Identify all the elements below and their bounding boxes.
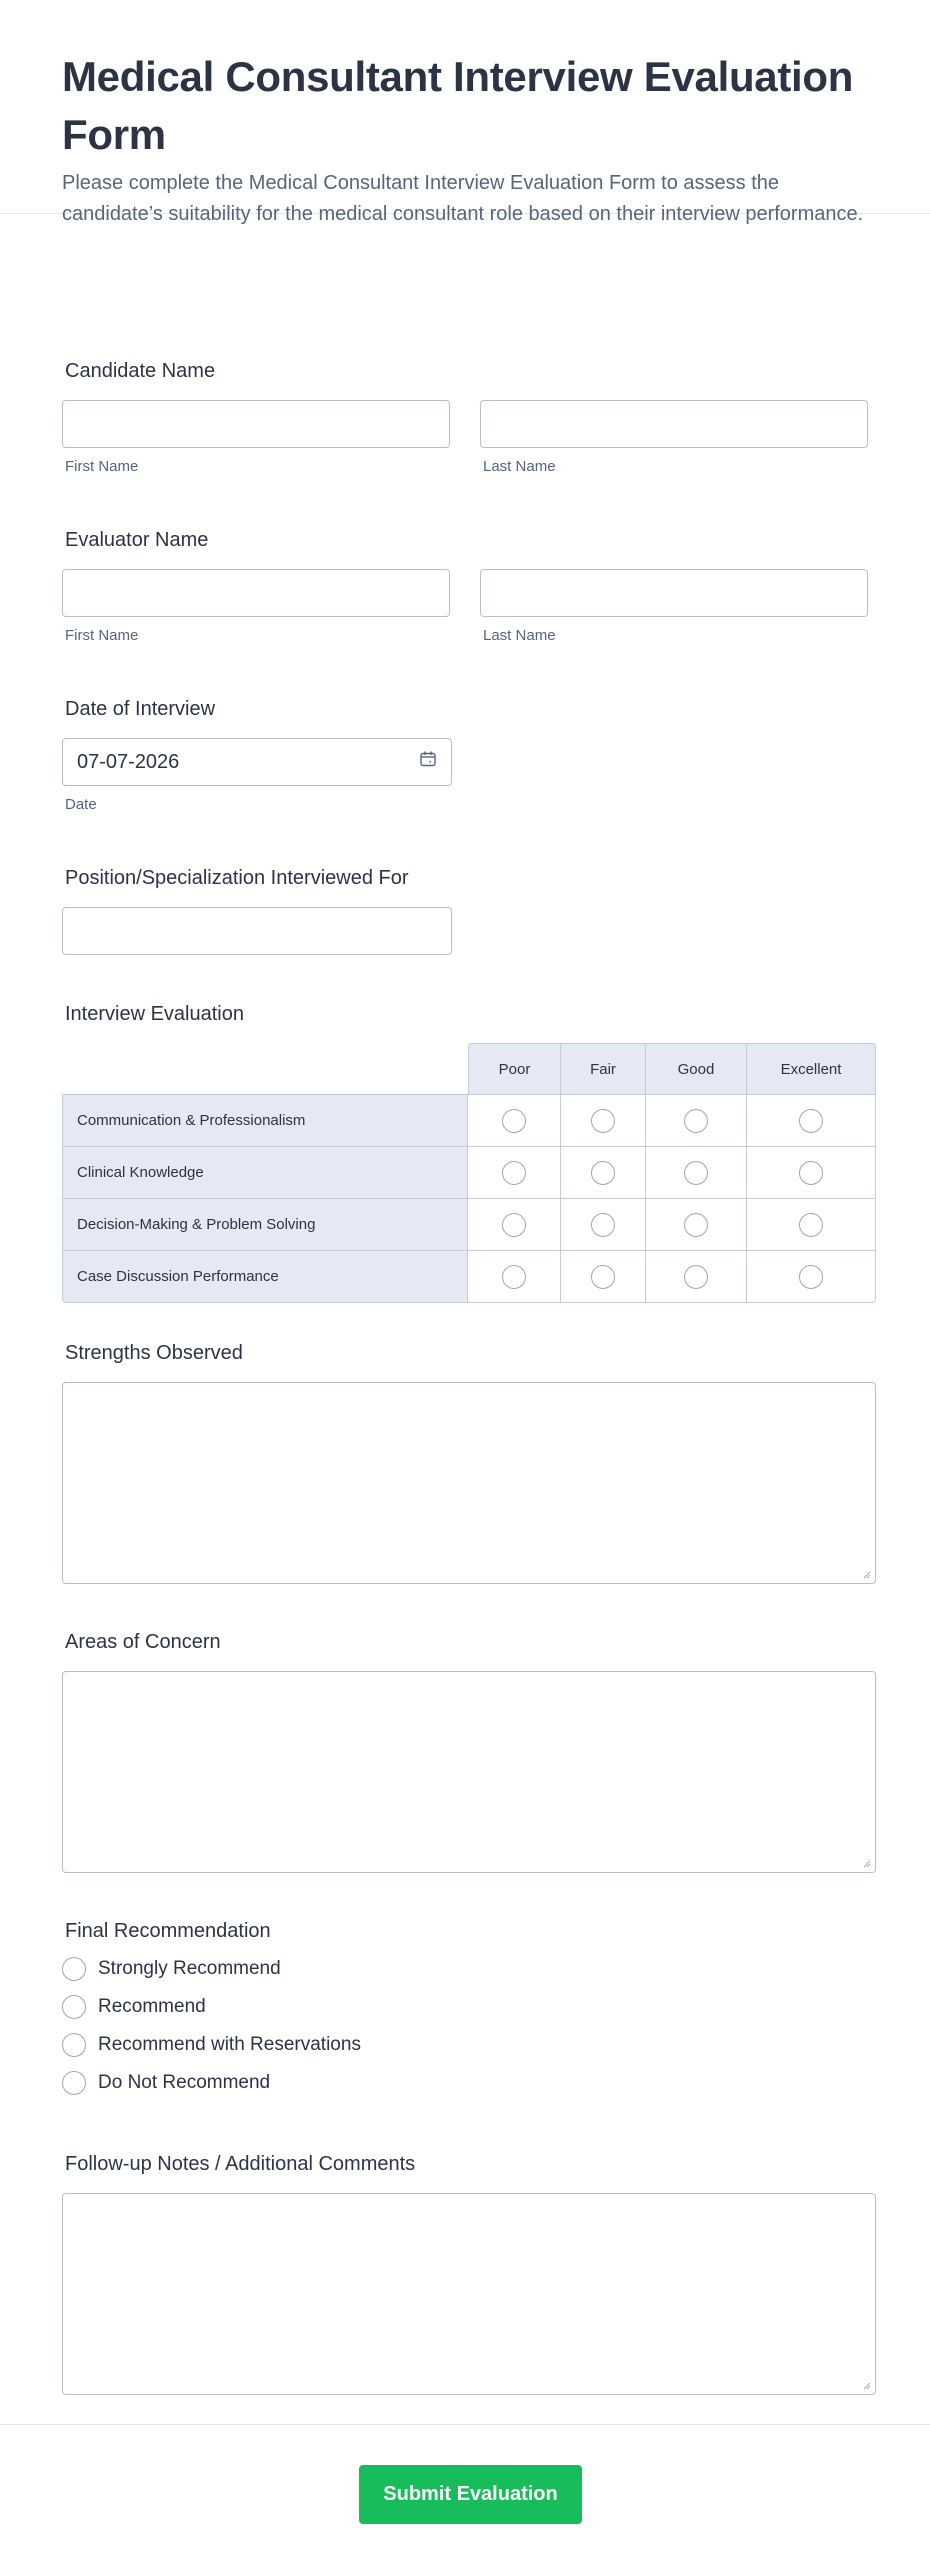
candidate-first-name-input[interactable]: [62, 400, 450, 448]
rating-radio[interactable]: [684, 1213, 708, 1237]
resize-handle-icon[interactable]: [863, 2382, 871, 2390]
rating-radio[interactable]: [591, 1161, 615, 1185]
form-title: Medical Consultant Interview Evaluation Form: [62, 53, 854, 158]
rating-radio[interactable]: [591, 1213, 615, 1237]
column-header: Good: [646, 1043, 747, 1095]
form-footer: [0, 2424, 930, 2573]
strengths-textarea[interactable]: [62, 1382, 876, 1584]
option-radio[interactable]: [62, 1995, 86, 2019]
resize-handle-icon[interactable]: [863, 1571, 871, 1579]
rating-radio[interactable]: [684, 1161, 708, 1185]
matrix-row: [62, 1251, 876, 1303]
concerns-label: Areas of Concern: [65, 1631, 221, 1653]
date-of-interview-label: Date of Interview: [65, 698, 216, 720]
column-header: Fair: [561, 1043, 646, 1095]
matrix-corner: [62, 1043, 468, 1095]
date-input[interactable]: [62, 738, 452, 786]
row-label: Case Discussion Performance: [62, 1251, 468, 1303]
strengths-field: [62, 1340, 868, 1584]
rating-radio[interactable]: [591, 1265, 615, 1289]
concerns-textarea[interactable]: [62, 1671, 876, 1873]
option-label: Strongly Recommend: [98, 1958, 281, 1979]
position-label: Position/Specialization Interviewed For: [65, 867, 409, 889]
last-name-sublabel: Last Name: [483, 458, 556, 475]
rating-radio[interactable]: [502, 1213, 526, 1237]
resize-handle-icon[interactable]: [863, 1860, 871, 1868]
strengths-label: Strengths Observed: [65, 1342, 243, 1364]
rating-radio[interactable]: [799, 1265, 823, 1289]
form-header: [0, 0, 930, 225]
date-sublabel: Date: [65, 796, 97, 813]
position-field: [62, 865, 868, 955]
date-of-interview-field: [62, 696, 868, 813]
position-input[interactable]: [62, 907, 452, 955]
column-header: Excellent: [747, 1043, 876, 1095]
rating-radio[interactable]: [684, 1265, 708, 1289]
rating-radio[interactable]: [684, 1109, 708, 1133]
last-name-sublabel: Last Name: [483, 627, 556, 644]
recommendation-option[interactable]: [62, 1950, 868, 1988]
form-description: Please complete the Medical Consultant Interview Evaluation Form to assess the candidate’s suitability for the medical consultant role based on their interview performance.: [62, 172, 864, 225]
rating-radio[interactable]: [502, 1109, 526, 1133]
submit-button[interactable]: Submit Evaluation: [359, 2465, 582, 2524]
rating-radio[interactable]: [591, 1109, 615, 1133]
notes-label: Follow-up Notes / Additional Comments: [65, 2153, 416, 2175]
rating-radio[interactable]: [799, 1109, 823, 1133]
candidate-name-label: Candidate Name: [65, 360, 216, 382]
row-label: Decision-Making & Problem Solving: [62, 1199, 468, 1251]
column-header: Poor: [468, 1043, 561, 1095]
option-radio[interactable]: [62, 2071, 86, 2095]
recommendation-field: [62, 1918, 868, 2102]
matrix-row: [62, 1199, 876, 1251]
rating-radio[interactable]: [502, 1161, 526, 1185]
interview-evaluation-label: Interview Evaluation: [65, 1003, 244, 1025]
option-radio[interactable]: [62, 1957, 86, 1981]
option-radio[interactable]: [62, 2033, 86, 2057]
rating-radio[interactable]: [799, 1161, 823, 1185]
recommendation-label: Final Recommendation: [65, 1920, 271, 1942]
evaluator-name-field: [62, 527, 868, 644]
notes-field: [62, 2151, 868, 2395]
matrix-row: [62, 1095, 876, 1147]
row-label: Clinical Knowledge: [62, 1147, 468, 1199]
recommendation-options: [62, 1950, 868, 2102]
first-name-sublabel: First Name: [65, 627, 139, 644]
rating-radio[interactable]: [799, 1213, 823, 1237]
recommendation-option[interactable]: [62, 2064, 868, 2102]
evaluator-name-label: Evaluator Name: [65, 529, 209, 551]
matrix-row: [62, 1147, 876, 1199]
row-label: Communication & Professionalism: [62, 1095, 468, 1147]
interview-evaluation-field: [62, 1001, 868, 1303]
option-label: Recommend: [98, 1996, 206, 2017]
recommendation-option[interactable]: [62, 2026, 868, 2064]
concerns-field: [62, 1629, 868, 1873]
candidate-name-field: [62, 358, 868, 475]
recommendation-option[interactable]: [62, 1988, 868, 2026]
evaluation-matrix: [62, 1043, 876, 1303]
option-label: Recommend with Reservations: [98, 2034, 361, 2055]
evaluator-first-name-input[interactable]: [62, 569, 450, 617]
calendar-icon[interactable]: [419, 750, 437, 774]
candidate-last-name-input[interactable]: [480, 400, 868, 448]
notes-textarea[interactable]: [62, 2193, 876, 2395]
rating-radio[interactable]: [502, 1265, 526, 1289]
evaluator-last-name-input[interactable]: [480, 569, 868, 617]
first-name-sublabel: First Name: [65, 458, 139, 475]
option-label: Do Not Recommend: [98, 2072, 271, 2093]
date-value: 07-07-2026: [77, 750, 180, 773]
